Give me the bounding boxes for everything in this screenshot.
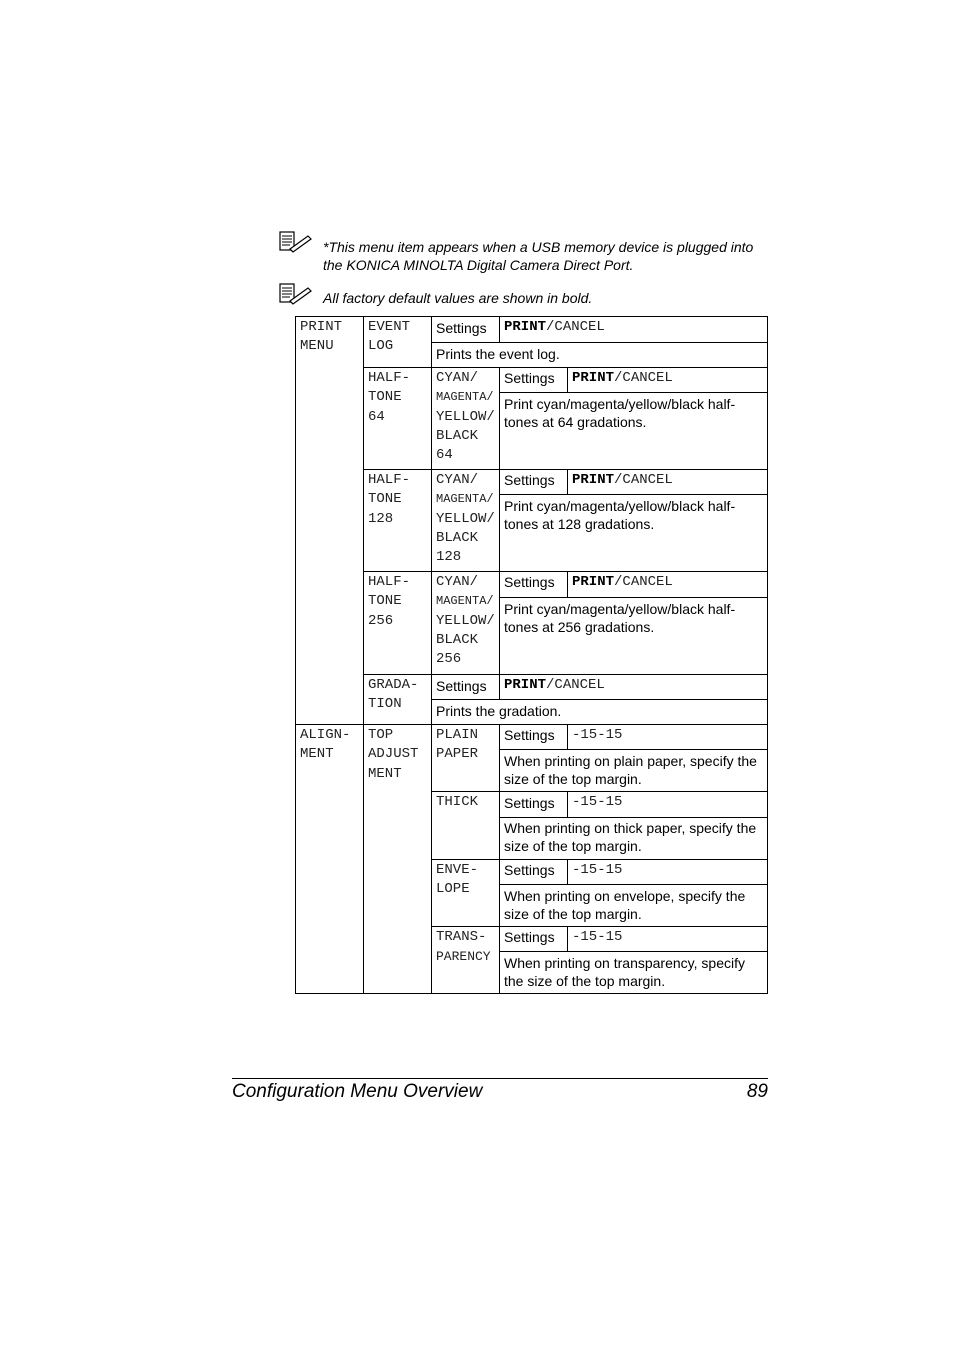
halftone-64-cell: HALF- TONE 64 <box>363 367 432 470</box>
settings-label: Settings <box>499 859 568 885</box>
description-cell: Print cyan/magenta/yellow/black half- tones at 256 gradations. <box>499 597 768 675</box>
event-log-cell: EVENT LOG <box>363 316 432 368</box>
settings-label: Settings <box>499 926 568 952</box>
description-cell: Prints the event log. <box>431 342 768 368</box>
description-cell: Print cyan/magenta/yellow/black half- tones at 64 gradations. <box>499 392 768 470</box>
settings-value: -15-15 <box>567 791 768 818</box>
description-cell: Print cyan/magenta/yellow/black half- tones at 128 gradations. <box>499 494 768 572</box>
transparency-cell: TRANS- PARENCY <box>431 926 500 994</box>
color-channel-cell: CYAN/ MAGENTA/ YELLOW/ BLACK 128 <box>431 469 500 572</box>
settings-label: Settings <box>499 571 568 598</box>
footer-title: Configuration Menu Overview <box>232 1081 483 1102</box>
plain-paper-cell: PLAIN PAPER <box>431 724 500 792</box>
gradation-cell: GRADA- TION <box>363 674 432 725</box>
settings-label: Settings <box>431 316 500 343</box>
top-adjustment-cell: TOP ADJUST MENT <box>363 724 432 994</box>
settings-label: Settings <box>499 791 568 818</box>
description-cell: When printing on thick paper, specify the size of the top margin. <box>499 817 768 860</box>
settings-value: -15-15 <box>567 859 768 885</box>
settings-value: -15-15 <box>567 724 768 750</box>
color-channel-cell: CYAN/ MAGENTA/ YELLOW/ BLACK 64 <box>431 367 500 470</box>
description-cell: When printing on plain paper, specify the size of the top margin. <box>499 749 768 792</box>
settings-value: PRINT/CANCEL <box>499 674 768 700</box>
print-menu-cell: PRINT MENU <box>295 316 364 725</box>
settings-label: Settings <box>499 469 568 495</box>
alignment-menu-cell: ALIGN- MENT <box>295 724 364 994</box>
settings-value: PRINT/CANCEL <box>567 571 768 598</box>
settings-label: Settings <box>499 367 568 393</box>
color-channel-cell: CYAN/ MAGENTA/ YELLOW/ BLACK 256 <box>431 571 500 675</box>
footer-rule <box>232 1078 768 1079</box>
halftone-128-cell: HALF- TONE 128 <box>363 469 432 572</box>
settings-label: Settings <box>499 724 568 750</box>
page-number: 89 <box>746 1081 768 1102</box>
description-cell: When printing on envelope, specify the size of the top margin. <box>499 884 768 927</box>
settings-value: PRINT/CANCEL <box>567 469 768 495</box>
note-text: *This menu item appears when a USB memory device is plugged into the KONICA MINOLTA Digital Camera Direct Port. <box>323 239 754 273</box>
thick-paper-cell: THICK <box>431 791 500 860</box>
description-cell: Prints the gradation. <box>431 699 768 725</box>
note-text: All factory default values are shown in bold. <box>323 290 593 306</box>
settings-label: Settings <box>431 674 500 700</box>
settings-value: -15-15 <box>567 926 768 952</box>
envelope-cell: ENVE- LOPE <box>431 859 500 927</box>
settings-value: PRINT/CANCEL <box>567 367 768 393</box>
settings-value: PRINT/CANCEL <box>499 316 768 343</box>
halftone-256-cell: HALF- TONE 256 <box>363 571 432 675</box>
description-cell: When printing on transparency, specify the size of the top margin. <box>499 951 768 994</box>
